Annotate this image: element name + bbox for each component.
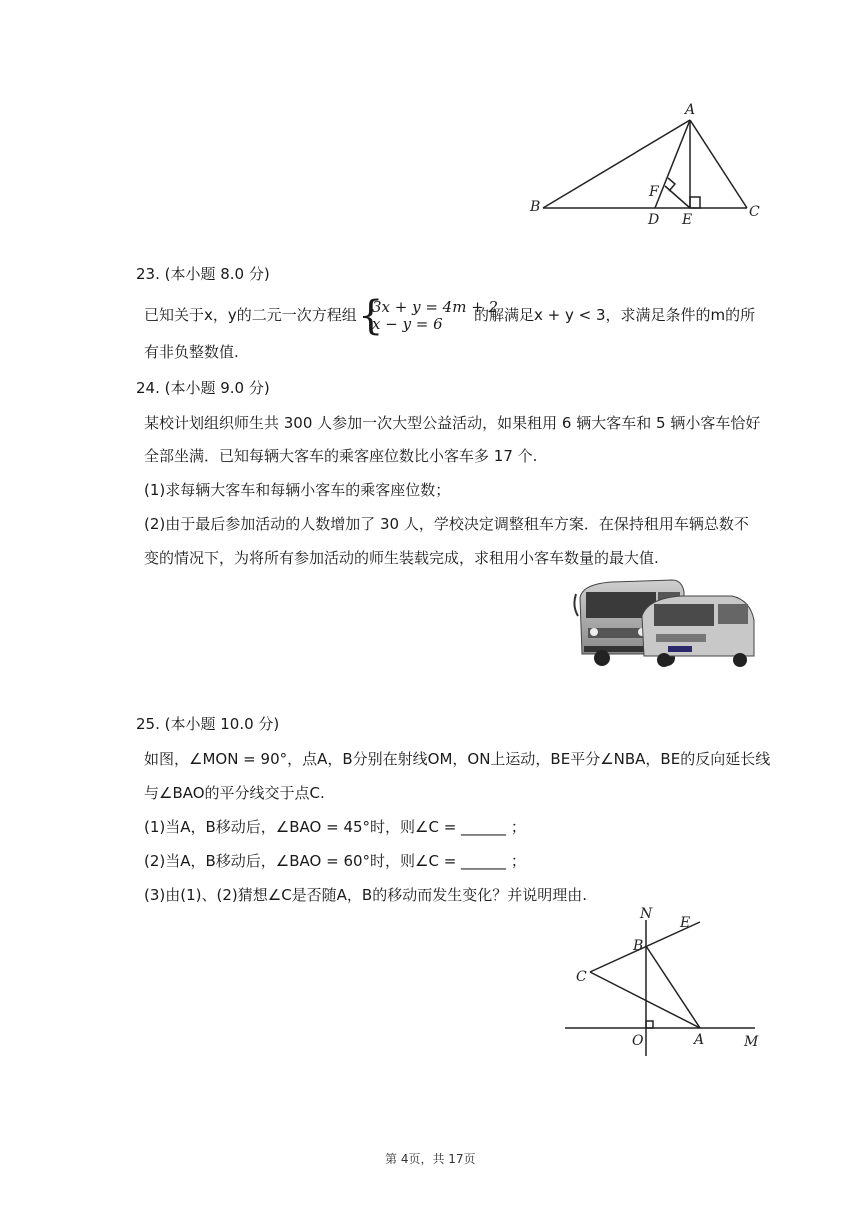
segment-ad	[655, 120, 690, 208]
segment-ca	[590, 972, 700, 1028]
q24-line4: (2)由于最后参加活动的人数增加了 30 人，学校决定调整租车方案．在保持租用车辆总数不	[144, 515, 749, 533]
q24-heading: 24. (本小题 9.0 分)	[136, 379, 270, 397]
label-n: N	[640, 906, 653, 922]
label-f: F	[649, 184, 659, 200]
label-b: B	[530, 199, 541, 215]
q25-line4: (2)当A，B移动后，∠BAO = 60°时，则∠C = ______ ；	[144, 852, 526, 870]
q25-line3: (1)当A，B移动后，∠BAO = 45°时，则∠C = ______ ；	[144, 818, 526, 836]
q25-heading: 25. (本小题 10.0 分)	[136, 715, 280, 733]
right-angle-mark-e	[690, 197, 700, 208]
bus-image	[572, 570, 758, 670]
label-d: D	[648, 212, 660, 228]
q25-line1: 如图，∠MON = 90°，点A，B分别在射线OM，ON上运动，BE平分∠NBA，BE的反向延长线	[144, 750, 771, 768]
q24-line1: 某校计划组织师生共 300 人参加一次大型公益活动，如果租用 6 辆大客车和 5 辆小客车恰好	[144, 414, 761, 432]
segment-ef	[665, 186, 690, 208]
label-a2: A	[694, 1032, 705, 1048]
system-brace: {	[358, 293, 384, 339]
q25-line2: 与∠BAO的平分线交于点C.	[144, 784, 325, 802]
label-c2: C	[576, 969, 587, 985]
label-c: C	[749, 204, 760, 220]
right-angle-mark-o	[646, 1021, 653, 1028]
angle-figure	[560, 900, 770, 1060]
q23-equation-2: x − y = 6	[372, 315, 443, 333]
label-a: A	[685, 102, 696, 118]
label-b2: B	[633, 938, 644, 954]
q25-line5: (3)由(1)、(2)猜想∠C是否随A，B的移动而发生变化？并说明理由.	[144, 886, 587, 904]
label-e: E	[682, 212, 693, 228]
label-e2: E	[680, 915, 691, 931]
q24-line5: 变的情况下，为将所有参加活动的师生装载完成，求租用小客车数量的最大值.	[144, 549, 659, 567]
q23-line2: 有非负整数值.	[144, 343, 239, 361]
q23-line1-pre: 已知关于x，y的二元一次方程组	[144, 306, 357, 324]
segment-ac	[690, 120, 747, 208]
label-o: O	[632, 1033, 644, 1049]
q23-heading: 23. (本小题 8.0 分)	[136, 265, 270, 283]
segment-ba	[543, 120, 690, 208]
q24-line3: (1)求每辆大客车和每辆小客车的乘客座位数；	[144, 481, 451, 499]
q23-equation-1: 3x + y = 4m + 2	[372, 298, 499, 316]
q23-line1-post: 的解满足x + y < 3，求满足条件的m的所	[474, 306, 756, 324]
label-m: M	[744, 1034, 759, 1050]
q24-line2: 全部坐满．已知每辆大客车的乘客座位数比小客车多 17 个.	[144, 447, 538, 465]
page-footer: 第 4页，共 17页	[385, 1152, 476, 1166]
segment-ba	[646, 946, 700, 1028]
triangle-figure	[525, 100, 765, 230]
